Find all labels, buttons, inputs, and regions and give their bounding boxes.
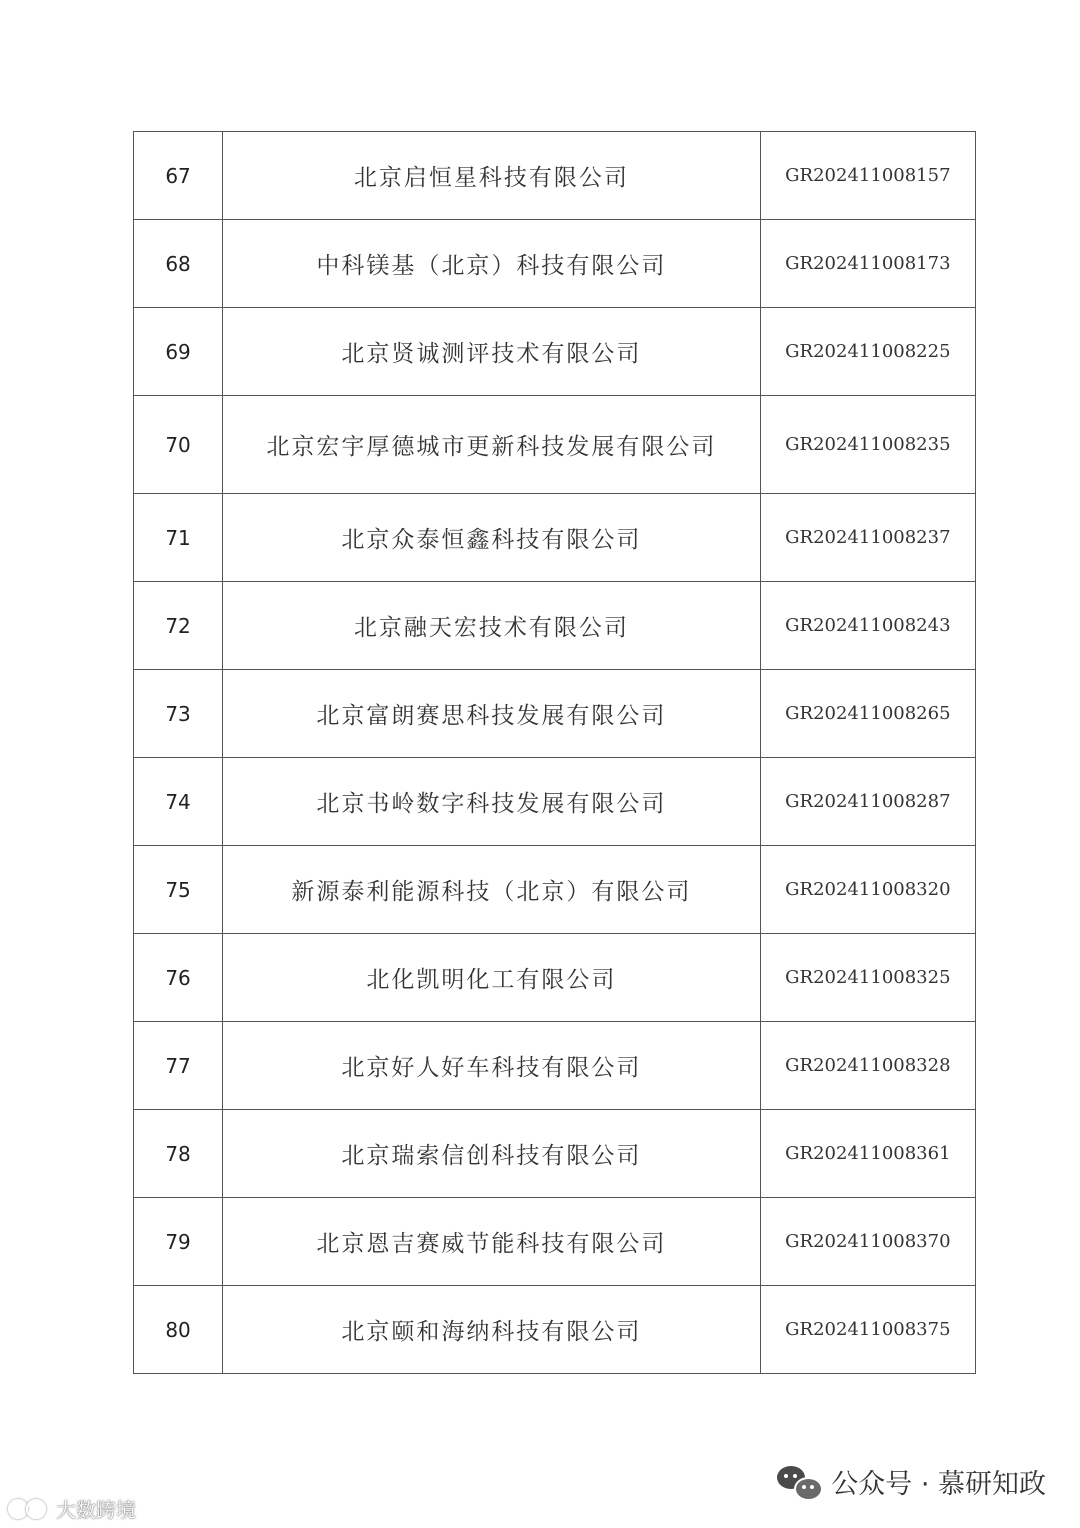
company-name: 新源泰利能源科技（北京）有限公司	[223, 846, 761, 934]
company-name: 北京融天宏技术有限公司	[223, 582, 761, 670]
table-row	[134, 1110, 976, 1198]
certificate-code: GR202411008328	[760, 1022, 975, 1110]
company-name: 北化凯明化工有限公司	[223, 934, 761, 1022]
company-name: 中科镁基（北京）科技有限公司	[223, 220, 761, 308]
row-number: 68	[134, 220, 223, 308]
company-table	[133, 131, 976, 1374]
certificate-code: GR202411008157	[760, 132, 975, 220]
certificate-code: GR202411008237	[760, 494, 975, 582]
company-name: 北京书岭数字科技发展有限公司	[223, 758, 761, 846]
certificate-code: GR202411008375	[760, 1286, 975, 1374]
company-name: 北京颐和海纳科技有限公司	[223, 1286, 761, 1374]
table-row	[134, 1022, 976, 1110]
watermark-right-text: 公众号 · 慕研知政	[831, 1469, 1046, 1500]
table-row	[134, 934, 976, 1022]
company-name: 北京富朗赛思科技发展有限公司	[223, 670, 761, 758]
row-number: 74	[134, 758, 223, 846]
row-number: 77	[134, 1022, 223, 1110]
table-row	[134, 670, 976, 758]
company-name: 北京恩吉赛威节能科技有限公司	[223, 1198, 761, 1286]
company-name: 北京瑞索信创科技有限公司	[223, 1110, 761, 1198]
watermark-left-text: 大数跨境	[56, 1498, 136, 1522]
certificate-code: GR202411008173	[760, 220, 975, 308]
table-row	[134, 132, 976, 220]
certificate-code: GR202411008287	[760, 758, 975, 846]
row-number: 71	[134, 494, 223, 582]
row-number: 75	[134, 846, 223, 934]
row-number: 69	[134, 308, 223, 396]
row-number: 78	[134, 1110, 223, 1198]
watermark-left	[8, 1494, 136, 1523]
table-row	[134, 396, 976, 494]
company-name: 北京众泰恒鑫科技有限公司	[223, 494, 761, 582]
logo-icon	[8, 1498, 50, 1520]
table-row	[134, 1286, 976, 1374]
row-number: 70	[134, 396, 223, 494]
table-row	[134, 220, 976, 308]
certificate-code: GR202411008265	[760, 670, 975, 758]
wechat-icon	[777, 1464, 821, 1500]
watermark-right	[777, 1462, 1046, 1501]
table-row	[134, 758, 976, 846]
table-row	[134, 494, 976, 582]
row-number: 73	[134, 670, 223, 758]
certificate-code: GR202411008361	[760, 1110, 975, 1198]
company-name: 北京宏宇厚德城市更新科技发展有限公司	[223, 396, 761, 494]
certificate-code: GR202411008235	[760, 396, 975, 494]
certificate-code: GR202411008370	[760, 1198, 975, 1286]
row-number: 76	[134, 934, 223, 1022]
table-row	[134, 308, 976, 396]
certificate-code: GR202411008243	[760, 582, 975, 670]
certificate-code: GR202411008320	[760, 846, 975, 934]
company-name: 北京启恒星科技有限公司	[223, 132, 761, 220]
row-number: 79	[134, 1198, 223, 1286]
certificate-code: GR202411008325	[760, 934, 975, 1022]
table-row	[134, 582, 976, 670]
row-number: 80	[134, 1286, 223, 1374]
company-name: 北京贤诚测评技术有限公司	[223, 308, 761, 396]
row-number: 67	[134, 132, 223, 220]
certificate-code: GR202411008225	[760, 308, 975, 396]
table-row	[134, 1198, 976, 1286]
company-name: 北京好人好车科技有限公司	[223, 1022, 761, 1110]
table-row	[134, 846, 976, 934]
row-number: 72	[134, 582, 223, 670]
